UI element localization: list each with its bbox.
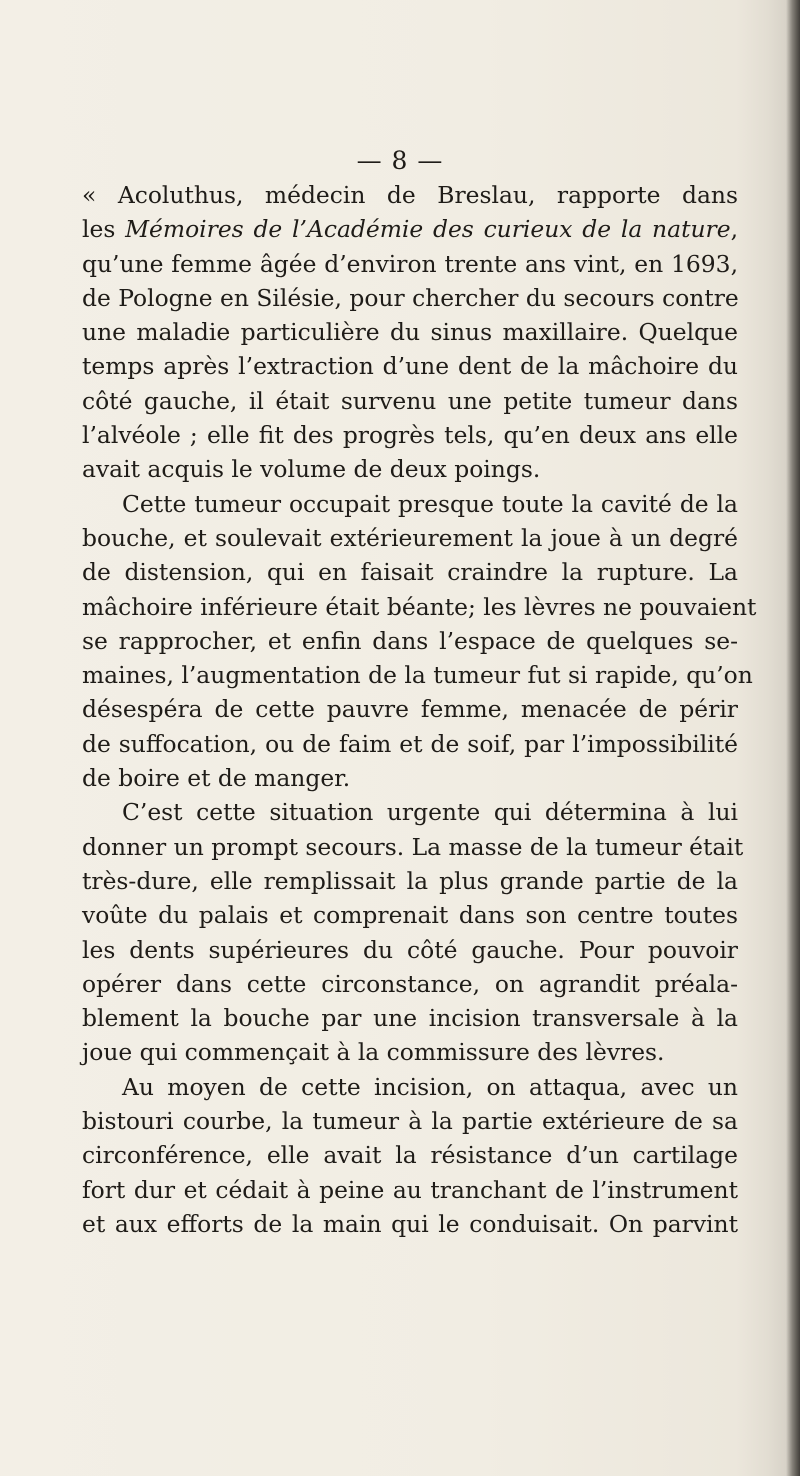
text-line: avait acquis le volume de deux poings. — [82, 455, 541, 484]
text-fragment: , — [730, 215, 738, 244]
body-text — [82, 178, 757, 1241]
text-line: et aux efforts de la main qui le conduisait. On parvint — [82, 1209, 738, 1238]
text-line: fort dur et cédait à peine au tranchant de l’instrument — [82, 1175, 738, 1204]
text-line: voûte du palais et comprenait dans son centre toutes — [82, 901, 738, 930]
text-line: désespéra de cette pauvre femme, menacée de périr — [82, 695, 738, 724]
text-line: Cette tumeur occupait presque toute la cavité de la — [122, 489, 738, 518]
text-line: bistouri courbe, la tumeur à la partie extérieure de sa — [82, 1107, 738, 1136]
text-line: blement la bouche par une incision transversale à la — [82, 1004, 738, 1033]
text-line: très-dure, elle remplissait la plus grande partie de la — [82, 866, 738, 895]
text-line: opérer dans cette circonstance, on agrandit préala- — [82, 969, 738, 998]
text-line: donner un prompt secours. La masse de la tumeur était — [82, 832, 744, 861]
text-line: l’alvéole ; elle fit des progrès tels, qu’en deux ans elle — [82, 421, 738, 450]
text-line: « Acoluthus, médecin de Breslau, rapporte dans — [82, 181, 738, 209]
text-line: bouche, et soulevait extérieurement la joue à un degré — [82, 523, 738, 552]
text-line: qu’une femme âgée d’environ trente ans vint, en 1693, — [82, 249, 738, 278]
text-line: de suffocation, ou de faim et de soif, par l’impossibilité — [82, 729, 738, 758]
text-line: Au moyen de cette incision, on attaqua, avec un — [122, 1072, 738, 1101]
text-line: C’est cette situation urgente qui détermina à lui — [122, 798, 738, 827]
text-line: circonférence, elle avait la résistance d’un cartilage — [82, 1141, 738, 1170]
text-line: de distension, qui en faisait craindre la rupture. La — [82, 558, 738, 587]
text-line: de boire et de manger. — [82, 764, 351, 793]
text-line: maines, l’augmentation de la tumeur fut si rapide, qu’on — [82, 661, 753, 690]
text-line — [82, 212, 738, 246]
text-line: se rapprocher, et enfin dans l’espace de quelques se- — [82, 626, 738, 655]
text-line: une maladie particulière du sinus maxillaire. Quelque — [82, 318, 738, 347]
text-line: de Pologne en Silésie, pour chercher du secours contre — [82, 283, 739, 312]
text-line: joue qui commençait à la commissure des lèvres. — [82, 1038, 665, 1067]
page-number: — 8 — — [356, 146, 444, 175]
book-title: Mémoires de l’Académie des curieux de la nature — [125, 215, 731, 244]
text-line: mâchoire inférieure était béante; les lèvres ne pouvaient — [82, 592, 757, 621]
text-line: côté gauche, il était survenu une petite tumeur dans — [82, 386, 738, 415]
text-fragment: les — [82, 215, 116, 244]
page-edge-shadow — [786, 0, 800, 1476]
text-line: les dents supérieures du côté gauche. Pour pouvoir — [82, 935, 738, 964]
text-line: temps après l’extraction d’une dent de la mâchoire du — [82, 352, 738, 381]
